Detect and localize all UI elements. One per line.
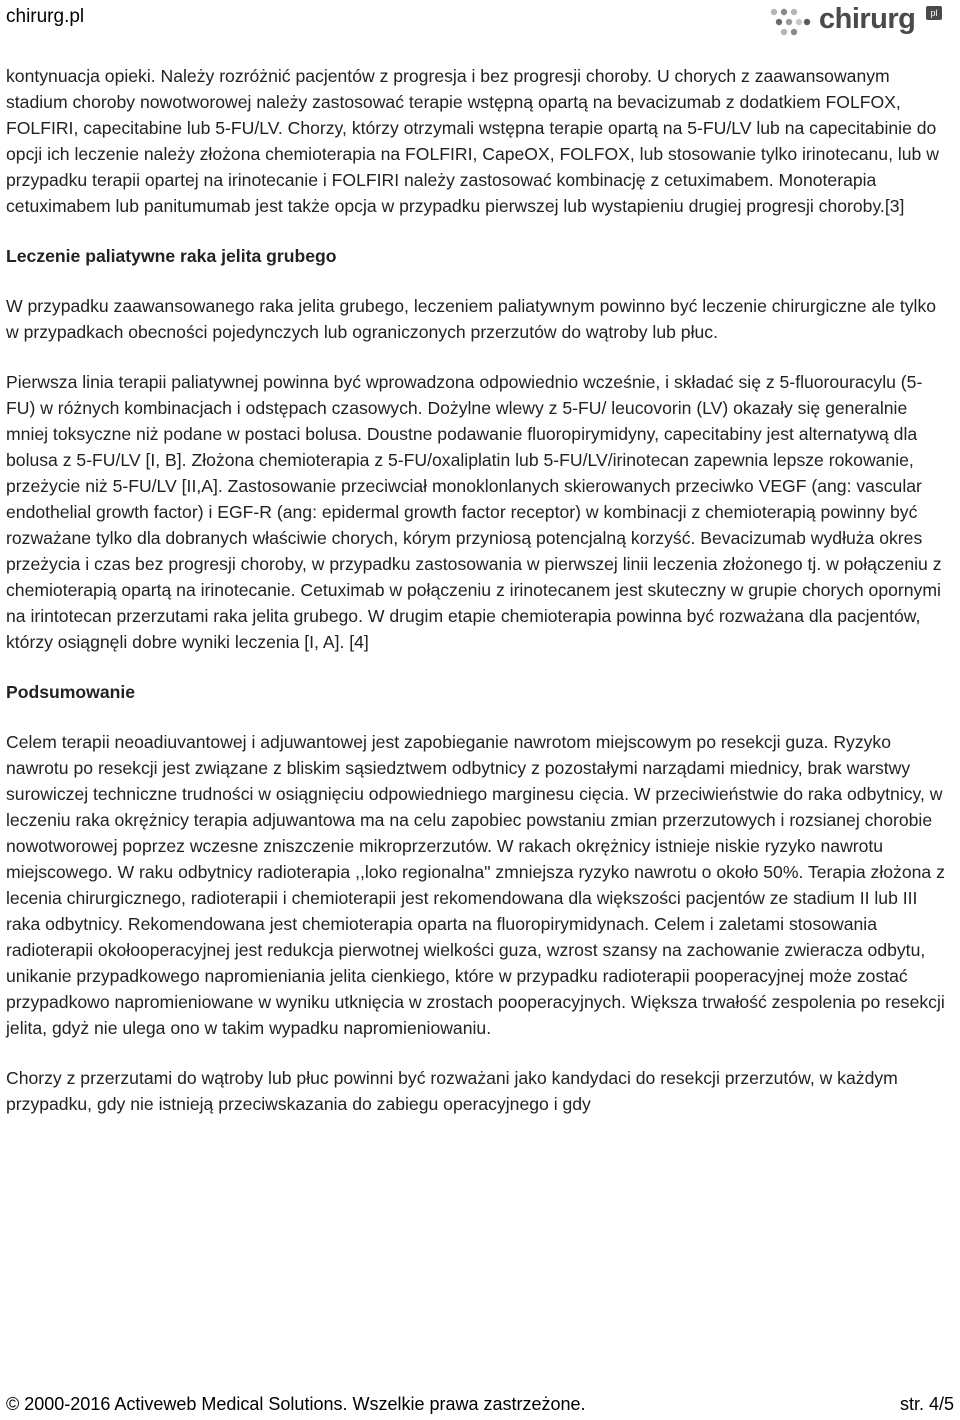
page-footer: [6, 1394, 954, 1418]
paragraph: kontynuacja opieki. Należy rozróżnić pacjentów z progresja i bez progresji choroby. U chorych z zaawansowanym stadium choroby nowotworowej należy zastosować terapie wstępną opartą na bevacizumab z dodatkiem FOLFOX, FOLFIRI, capecitabine lub 5-FU/LV. Chorzy, którzy otrzymali wstępna terapie opartą na 5-FU/LV lub na capecitabinie do opcji ich leczenie należy złożona chemioterapia na FOLFIRI, CapeOX, FOLFOX, lub stosowanie tylko irinotecanu, lub w przypadku terapii opartej na irinotecanie i FOLFIRI należy zastosować kombinację z cetuximabem. Monoterapia cetuximabem lub panitumumab jest także opcja w przypadku pierwszej lub wystapieniu drugiej progresji choroby.[3]: [6, 66, 939, 216]
article-content: [6, 63, 950, 1141]
chirurg-logo[interactable]: [766, 2, 956, 42]
logo-dots-icon: [766, 2, 818, 42]
logo-text: chirurg: [819, 3, 916, 35]
page-header: [0, 0, 960, 44]
section-heading: Podsumowanie: [6, 682, 136, 702]
page-number: str. 4/5: [899, 1394, 954, 1414]
copyright-text: © 2000-2016 Activeweb Medical Solutions. Wszelkie prawa zastrzeżone.: [6, 1394, 586, 1414]
site-name[interactable]: chirurg.pl: [6, 6, 85, 27]
logo-pl-badge: pl: [926, 6, 942, 20]
section-heading: Leczenie paliatywne raka jelita grubego: [6, 246, 337, 266]
paragraph: Chorzy z przerzutami do wątroby lub płuc powinni być rozważani jako kandydaci do resekcji przerzutów, w każdym przypadku, gdy nie istnieją przeciwskazania do zabiegu operacyjnego i gdy: [6, 1068, 898, 1114]
paragraph: Celem terapii neoadiuvantowej i adjuwantowej jest zapobieganie nawrotom miejscowym po resekcji guza. Ryzyko nawrotu po resekcji jest związane z bliskim sąsiedztwem odbytnicy z pozostałymi narządami miednicy, brak warstwy surowiczej techniczne trudności w osiągnięciu odpowiedniego marginesu cięcia. W przeciwieństwie do raka odbytnicy, w leczeniu raka okrężnicy terapia adjuwantowa ma na celu zapobiec powstaniu zmian przerzutowych i rozsianej chorobie nowotworowej poprzez wczesne zniszczenie mikroprzerzutów. W rakach okrężnicy istnieje niskie ryzyko nawrotu miejscowego. W raku odbytnicy radioterapia ,,loko regionalna" zmniejsza ryzyko nawrotu o około 50%. Terapia złożona z lecenia chirurgicznego, radioterapii i chemioterapii jest rekomendowana dla większości pacjentów ze stadium II lub III raka odbytnicy. Rekomendowana jest chemioterapia oparta na fluoropirymidynach. Celem i zaletami stosowania radioterapii okołooperacyjnej jest redukcja pierwotnej wielkości guza, wzrost szansy na zachowanie zwieracza odbytu, unikanie przypadkowego napromieniania jelita cienkiego, które w przypadku radioterapii pooperacyjnej może zostać przypadkowo napromieniowane w wyniku utknięcia w zrostach pooperacyjnych. Większa trwałość zespolenia po resekcji jelita, gdyż nie ulega ono w takim wypadku napromieniowaniu.: [6, 732, 945, 1038]
paragraph: Pierwsza linia terapii paliatywnej powinna być wprowadzona odpowiednio wcześnie, i składać się z 5-fluorouracylu (5-FU) w różnych kombinacjach i odstępach czasowych. Dożylne wlewy z 5-FU/ leucovorin (LV) okazały się generalnie mniej toksyczne niż podane w postaci bolusa. Doustne podawanie fluoropirymidyny, capecitabiny jest alternatywą dla bolusa z 5-FU/LV [I, B]. Złożona chemioterapia z 5-FU/oxaliplatin lub 5-FU/LV/irinotecan zapewnia lepsze rokowanie, przeżycie niż 5-FU/LV [II,A]. Zastosowanie przeciwciał monoklonlanych skierowanych przeciwko VEGF (ang: vascular endothelial growth factor) i EGF-R (ang: epidermal growth factor receptor) w kombinacji z chemioterapią powinny być rozważane tylko dla dobranych właściwie chorych, kórym przyniosą potencjalną korzyść. Bevacizumab wydłuża okres przeżycia i czas bez progresji choroby, w przypadku zastosowania w pierwszej linii leczenia złożonego tj. w połączeniu z chemioterapią opartą na irinotecanie. Cetuximab w połączeniu z irinotecanem jest skuteczny w grupie chorych opornymi na irintotecan przerzutami raka jelita grubego. W drugim etapie chemioterapia powinna być rozważana dla pacjentów, którzy osiągnęli dobre wyniki leczenia [I, A]. [4]: [6, 372, 942, 652]
paragraph: W przypadku zaawansowanego raka jelita grubego, leczeniem paliatywnym powinno być leczenie chirurgiczne ale tylko w przypadkach obecności pojedynczych lub ograniczonych przerzutów do wątroby lub płuc.: [6, 296, 937, 342]
